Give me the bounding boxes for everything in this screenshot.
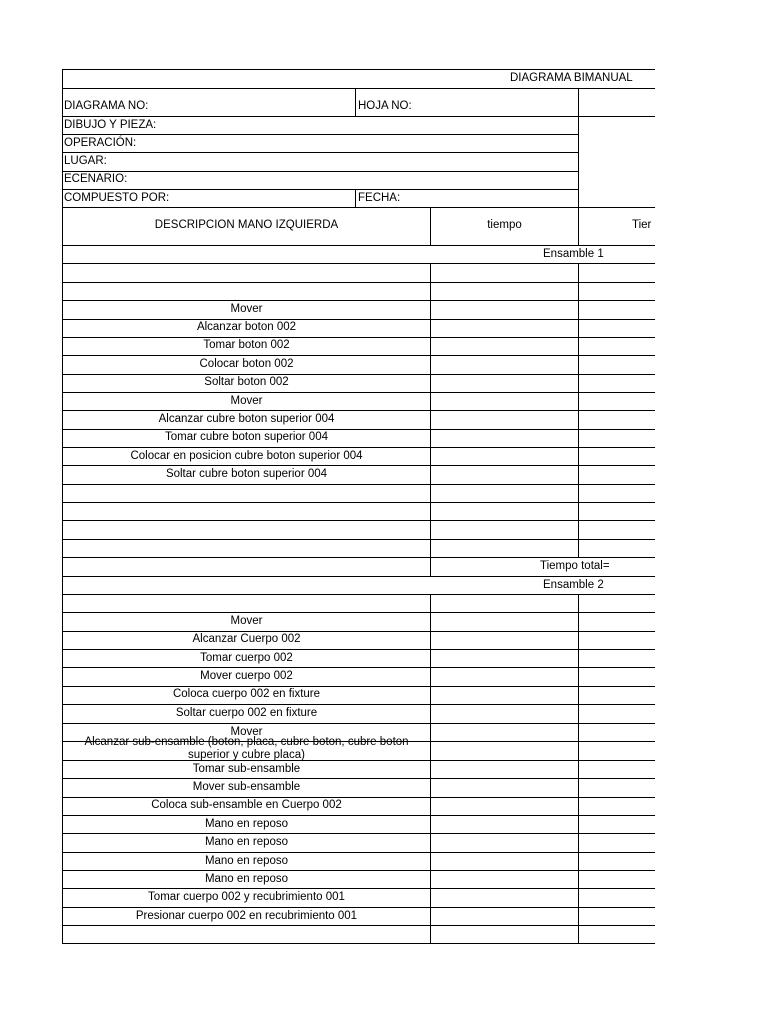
list-item: Mover sub-ensamble [192, 781, 301, 793]
list-item: Tomar sub-ensamble [192, 763, 301, 775]
section1-label: Ensamble 1 [543, 248, 604, 260]
grid-line [62, 704, 655, 705]
grid-line [62, 465, 655, 466]
grid-line [62, 245, 655, 246]
grid-line [62, 69, 655, 70]
list-item: Tomar cuerpo 002 y recubrimiento 001 [148, 891, 345, 903]
grid-line [578, 594, 579, 944]
grid-line [62, 557, 655, 558]
list-item: Tomar boton 002 [203, 339, 290, 351]
grid-line [62, 925, 655, 926]
grid-line [62, 171, 579, 172]
list-item: Mover [230, 615, 263, 627]
list-item: Soltar cubre boton superior 004 [165, 468, 328, 480]
grid-line [62, 189, 579, 190]
grid-line [62, 943, 655, 944]
list-item: Tomar cubre boton superior 004 [164, 431, 328, 443]
list-item: Soltar boton 002 [204, 376, 289, 388]
operacion-label: OPERACIÓN: [64, 137, 137, 149]
grid-line [62, 134, 579, 135]
grid-line [355, 189, 356, 208]
grid-line [62, 152, 579, 153]
list-item: Presionar cuerpo 002 en recubrimiento 001 [135, 910, 358, 922]
grid-line [62, 300, 655, 301]
grid-line [62, 723, 655, 724]
ecenario-label: ECENARIO: [64, 173, 128, 185]
grid-line [62, 907, 655, 908]
grid-line [62, 502, 655, 503]
sheet-title: DIAGRAMA BIMANUAL [510, 72, 633, 84]
grid-line [62, 815, 655, 816]
grid-line [62, 392, 655, 393]
grid-line [62, 207, 655, 208]
list-item: Tomar cuerpo 002 [200, 652, 293, 664]
grid-line [62, 870, 655, 871]
grid-line [578, 88, 579, 208]
col-descripcion-header: DESCRIPCION MANO IZQUIERDA [154, 219, 339, 231]
fecha-label: FECHA: [358, 192, 401, 204]
list-item: Coloca sub-ensamble en Cuerpo 002 [151, 799, 342, 811]
grid-line [62, 69, 63, 944]
list-item: Mover cuerpo 002 [200, 670, 293, 682]
list-item: Mover [230, 726, 263, 738]
grid-line [578, 207, 579, 246]
grid-line [430, 594, 431, 944]
grid-line [62, 447, 655, 448]
dibujo-pieza-label: DIBUJO Y PIEZA: [64, 119, 157, 131]
diagrama-no-label: DIAGRAMA NO: [64, 100, 149, 112]
grid-line [355, 88, 356, 117]
list-item: Colocar boton 002 [199, 358, 294, 370]
list-item: Mover [230, 395, 263, 407]
compuesto-por-label: COMPUESTO POR: [64, 192, 170, 204]
grid-line [62, 594, 655, 595]
grid-line [62, 576, 655, 577]
grid-line [62, 88, 655, 89]
grid-line [62, 116, 655, 117]
tiempo-total-label: Tiempo total= [540, 560, 610, 572]
grid-line [62, 852, 655, 853]
grid-line [62, 282, 655, 283]
list-item: Mover [230, 303, 263, 315]
grid-line [62, 355, 655, 356]
grid-line [62, 888, 655, 889]
grid-line [62, 833, 655, 834]
grid-line [62, 263, 655, 264]
grid-line [62, 778, 655, 779]
grid-line [430, 263, 431, 577]
grid-line [578, 263, 579, 558]
list-item: Mano en reposo [204, 818, 289, 830]
list-item: Alcanzar cubre boton superior 004 [158, 413, 335, 425]
list-item: Alcanzar sub-ensamble (boton, placa, cubre boton, cubre boton superior y cubre placa) [84, 736, 409, 761]
grid-line [62, 410, 655, 411]
list-item: Soltar cuerpo 002 en fixture [175, 707, 318, 719]
grid-line [62, 520, 655, 521]
grid-line [62, 484, 655, 485]
grid-line [62, 649, 655, 650]
list-item: Colocar en posicion cubre boton superior 004 [130, 450, 363, 462]
col-tiempo-header: tiempo [487, 219, 522, 231]
grid-line [62, 667, 655, 668]
list-item: Alcanzar Cuerpo 002 [192, 633, 301, 645]
section2-label: Ensamble 2 [543, 579, 604, 591]
list-item: Mano en reposo [204, 836, 289, 848]
grid-line [62, 539, 655, 540]
grid-line [62, 612, 655, 613]
list-item: Alcanzar boton 002 [196, 321, 297, 333]
list-item: Mano en reposo [204, 873, 289, 885]
list-item: Coloca cuerpo 002 en fixture [172, 688, 321, 700]
hoja-no-label: HOJA NO: [358, 100, 412, 112]
lugar-label: LUGAR: [64, 155, 107, 167]
list-item: Mano en reposo [204, 855, 289, 867]
col-tiempo-header-cut: Tier [632, 219, 652, 231]
